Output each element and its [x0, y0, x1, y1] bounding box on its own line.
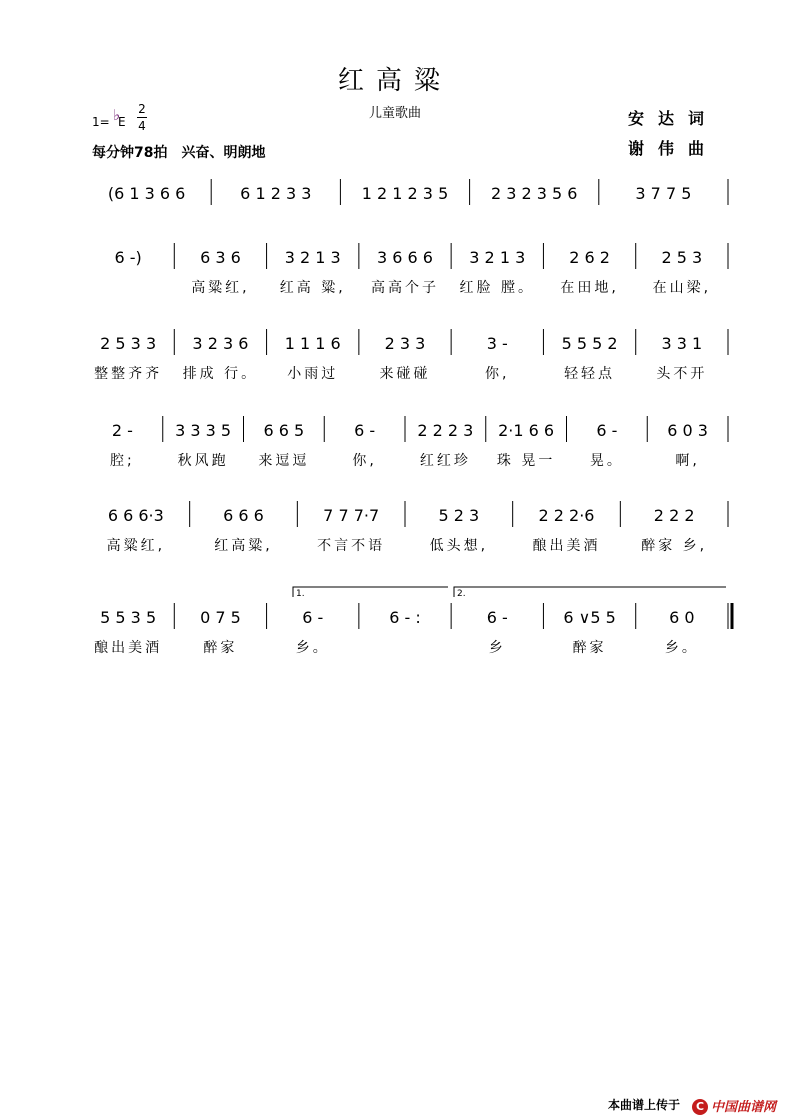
lyric-text: 高粱红,	[191, 280, 250, 296]
lyric-text: 高高个子	[371, 280, 439, 296]
measure-notes: 6 6 6·3	[107, 506, 164, 525]
measure-notes: 2 5 3 3	[100, 334, 157, 353]
subtitle: 儿童歌曲	[369, 106, 422, 121]
lyric-text: 秋风跑	[177, 453, 229, 469]
measure-notes: 3 7 7 5	[635, 184, 692, 203]
measure-notes: 3 3 1	[661, 334, 703, 353]
footer-upload-text: 本曲谱上传于	[607, 1098, 680, 1112]
lyric-text: 酿出美酒	[94, 640, 163, 656]
flat-sign: ♭	[113, 106, 121, 124]
measure-notes: (6 1 3 6 6	[107, 184, 186, 203]
measure-notes: 1 1 1 6	[284, 334, 341, 353]
measure-notes: 6 1 2 3 3	[240, 184, 312, 203]
volta-bracket	[454, 587, 726, 597]
page-title: 红高粱	[337, 66, 452, 96]
lyric-text: 在田地,	[560, 280, 619, 296]
measure-notes: 2 2 2 3	[417, 421, 474, 440]
measure-notes: 6 ∨5 5	[563, 608, 616, 627]
measure-notes: 2 3 3	[384, 334, 426, 353]
lyric-text: 排成 行。	[182, 366, 259, 382]
measure-notes: 6 6 5	[263, 421, 305, 440]
lyric-text: 高粱红,	[106, 538, 166, 554]
lyric-text: 低头想,	[429, 538, 489, 554]
measure-notes: 3 2 1 3	[469, 248, 526, 267]
measure-notes: 2 2 2·6	[538, 506, 595, 525]
measure-notes: 6 3 6	[200, 248, 241, 267]
lyric-text: 不言不语	[317, 538, 386, 554]
measure-notes: 5 5 5 2	[561, 334, 618, 353]
volta-label: 1.	[296, 589, 305, 599]
measure-notes: 3 6 6 6	[377, 248, 433, 267]
measure-notes: 6 6 6	[223, 506, 264, 525]
measure-notes: 3 2 3 6	[192, 334, 249, 353]
measure-notes: 0 7 5	[200, 608, 241, 627]
measure-notes: 2·1 6 6	[498, 421, 555, 440]
measure-notes: 7 7 7·7	[323, 506, 380, 525]
lyric-text: 晃。	[589, 453, 624, 469]
lyric-text: 醉家 乡,	[641, 538, 708, 554]
measure-notes: 2 3 2 3 5 6	[490, 184, 578, 203]
lyric-text: 酿出美酒	[532, 538, 601, 554]
lyric-text: 乡。	[295, 640, 330, 656]
measure-notes: 5 5 3 5	[100, 608, 157, 627]
measure-notes: 1 2 1 2 3 5	[361, 184, 449, 203]
measure-notes: 5 2 3	[438, 506, 480, 525]
measure-notes: 3 2 1 3	[284, 248, 341, 267]
lyric-text: 醉家	[203, 640, 238, 656]
measure-notes: 2 2 2	[653, 506, 695, 525]
lyric-text: 红脸 膛。	[459, 280, 536, 296]
lyric-text: 来逗逗	[258, 453, 310, 469]
measure-notes: 3 3 3 5	[175, 421, 232, 440]
site-logo-icon: C	[692, 1099, 708, 1115]
measure-notes: 2 5 3	[661, 248, 703, 267]
lyric-text: 头不开	[656, 366, 708, 382]
lyric-text: 珠 晃一	[496, 453, 556, 469]
lyric-text: 乡。	[664, 640, 699, 656]
lyric-text: 在山梁,	[652, 280, 712, 296]
lyric-text: 醉家	[572, 640, 607, 656]
lyric-text: 腔;	[110, 453, 135, 469]
lyric-text: 整整齐齐	[94, 366, 163, 382]
lyric-text: 红红珍	[419, 453, 471, 469]
measure-notes: 2 -	[111, 421, 133, 440]
lyric-text: 你,	[485, 366, 510, 382]
site-name: 中国曲谱网	[710, 1099, 776, 1115]
measure-notes: 6 -	[596, 421, 618, 440]
volta-label: 2.	[457, 589, 466, 599]
lyric-text: 轻轻点	[564, 366, 616, 382]
measure-notes: 2 6 2	[569, 248, 610, 267]
lyric-text: 乡	[488, 640, 506, 656]
key-signature-label: 1=	[92, 115, 110, 129]
lyric-text: 来碰碰	[379, 366, 431, 382]
lyricist-credit: 安达词	[628, 109, 719, 128]
measure-notes: 6 -	[486, 608, 508, 627]
measure-notes: 6 -	[302, 608, 324, 627]
measure-notes: 6 - :	[389, 608, 421, 627]
measure-notes: 6 0 3	[667, 421, 708, 440]
time-signature-bottom: 4	[138, 119, 146, 133]
measure-notes: 3 -	[486, 334, 508, 353]
lyric-text: 你,	[352, 453, 377, 469]
lyric-text: 红高粱,	[214, 538, 273, 554]
lyric-text: 小雨过	[287, 366, 339, 382]
time-signature-top: 2	[138, 102, 146, 116]
measure-notes: 6 -)	[114, 248, 142, 267]
measure-notes: 6 0	[669, 608, 695, 627]
lyric-text: 红高 粱,	[279, 280, 346, 296]
composer-credit: 谢伟曲	[628, 139, 719, 158]
tempo-marking: 每分钟78拍 兴奋、明朗地	[92, 145, 266, 161]
lyric-text: 啊,	[675, 453, 700, 469]
measure-notes: 6 -	[354, 421, 376, 440]
volta-bracket	[293, 587, 448, 597]
footer-site-logo	[692, 1096, 776, 1116]
key-letter: E	[118, 115, 126, 129]
